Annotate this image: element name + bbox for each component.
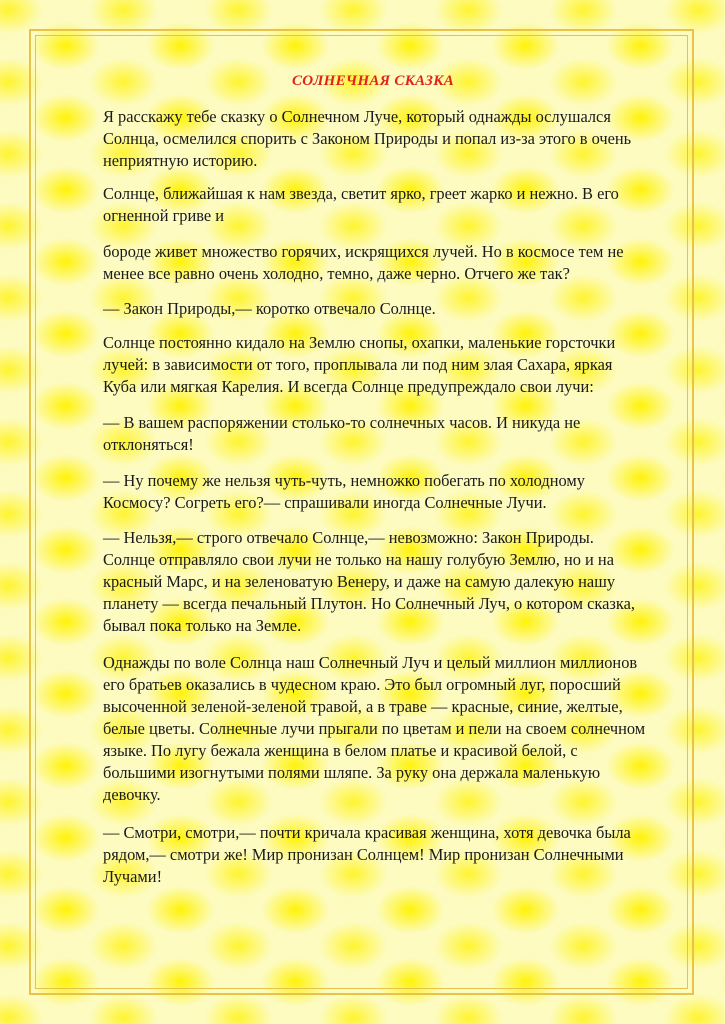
paragraph-5: Солнце постоянно кидало на Землю снопы, охапки, маленькие горсточки лучей: в зависимости от того, проплывала ли под ним злая Сахара, яркая Куба или мягкая Карелия. И всегда Солнце предупреждало свои лучи: xyxy=(103,333,616,396)
paragraph-7: — Ну почему же нельзя чуть-чуть, немножко побегать по холодному Космосу? Согреть его?— спрашивали иногда Солнечные Лучи. xyxy=(103,471,585,512)
paragraph-3: бороде живет множество горячих, искрящихся лучей. Но в космосе тем не менее все равно очень холодно, темно, даже черно. Отчего же так? xyxy=(103,242,624,283)
paragraph-4: — Закон Природы,— коротко отвечало Солнце. xyxy=(103,299,436,318)
paragraph-8: — Нельзя,— строго отвечало Солнце,— невозможно: Закон Природы. Солнце отправляло свои лучи не только на нашу голубую Землю, но и на красный Марс, и на зеленоватую Венеру, и даже на самую далекую нашу планету — всегда печальный Плутон. Но Солнечный Луч, о котором сказка, бывал пока только на Земле. xyxy=(103,528,635,635)
story-title: СОЛНЕЧНАЯ СКАЗКА xyxy=(292,73,454,89)
paragraph-9: Однажды по воле Солнца наш Солнечный Луч и целый миллион миллионов его братьев оказались в чудесном краю. Это был огромный луг, поросший высоченной зеленой-зеленой травой, а в траве — красные, синие, желтые, белые цветы. Солнечные лучи прыгали по цветам и пели на своем солнечном языке. По лугу бежала женщина в белом платье и красивой белой, с большими изогнутыми полями шляпе. За руку она держала маленькую девочку. xyxy=(103,653,646,804)
paragraph-2: Солнце, ближайшая к нам звезда, светит ярко, греет жарко и нежно. В его огненной гриве и xyxy=(103,184,619,225)
paragraph-6: — В вашем распоряжении столько-то солнечных часов. И никуда не отклоняться! xyxy=(103,413,581,454)
paragraph-10: — Смотри, смотри,— почти кричала красивая женщина, хотя девочка была рядом,— смотри же! Мир пронизан Солнцем! Мир пронизан Солнечными Лучами! xyxy=(103,823,631,886)
paragraph-1: Я расскажу тебе сказку о Солнечном Луче, который однажды ослушался Солнца, осмелился спорить с Законом Природы и попал из-за этого в очень неприятную историю. xyxy=(103,107,632,170)
